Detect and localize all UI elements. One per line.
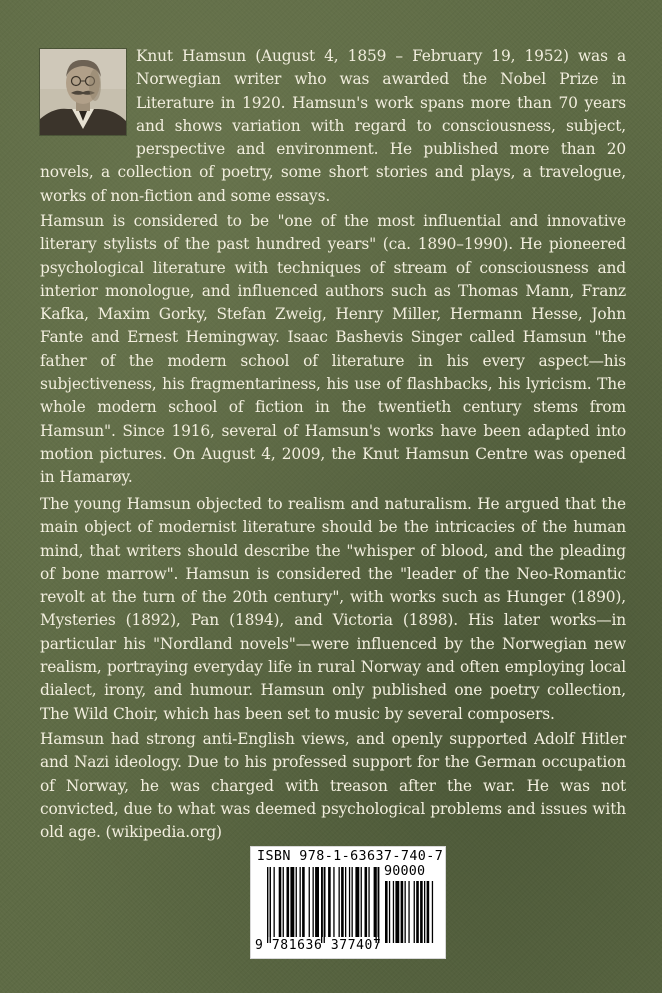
paragraph-politics: Hamsun had strong anti-English views, and openly supported Adolf Hitler and Nazi ideology. Due to his professed support for the German occupation of Norway, he was charged with treason after the war. He was not convicted, due to what was deemed psychological problems and issues with old age. (wikipedia.org) [40,730,626,842]
paragraph-intro-text: Knut Hamsun (August 4, 1859 – February 19, 1952) was a Norwegian writer who was awarded the Nobel Prize in Literature in 1920. Hamsun's work spans more than 70 years and shows variation with regard to consciousness, subject, perspective and environment. He published more than 20 novels, a collection of poetry, some short stories and plays, a travelogue, works of non-fiction and some essays. [40,47,626,205]
price-code: 90000 [384,864,426,879]
author-portrait [40,49,126,135]
barcode-digits: 9 781636 377407 [255,938,382,953]
portrait-image [40,49,126,135]
paragraph-influence: Hamsun is considered to be "one of the most influential and innovative literary stylists of the past hundred years" (ca. 1890–1990). He pioneered psychological literature with techniques of stream of consciousness and interior monologue, and influenced authors such as Thomas Mann, Franz Kafka, Maxim Gorky, Stefan Zweig, Henry Miller, Hermann Hesse, John Fante and Ernest Hemingway. Isaac Bashevis Singer called Hamsun "the father of the modern school of literature in his every aspect—his subjectiveness, his fragmentariness, his use of flashbacks, his lyricism. The whole modern school of fiction in the twentieth century stems from Hamsun". Since 1916, several of Hamsun's works have been adapted into motion pictures. On August 4, 2009, the Knut Hamsun Centre was opened in Hamarøy. [40,212,626,487]
paragraph-intro [40,45,626,208]
isbn-label: ISBN 978-1-63637-740-7 [257,849,444,864]
isbn-barcode [250,846,446,959]
paragraph-style: The young Hamsun objected to realism and naturalism. He argued that the main object of modernist literature should be the intricacies of the human mind, that writers should describe the "whisper of blood, and the pleading of bone marrow". Hamsun is considered the "leader of the Neo-Romantic revolt at the turn of the 20th century", with works such as Hunger (1890), Mysteries (1892), Pan (1894), and Victoria (1898). His later works—in particular his "Nordland novels"—were influenced by the Norwegian new realism, portraying everyday life in rural Norway and often employing local dialect, irony, and humour. Hamsun only published one poetry collection, The Wild Choir, which has been set to music by several composers. [40,495,626,723]
